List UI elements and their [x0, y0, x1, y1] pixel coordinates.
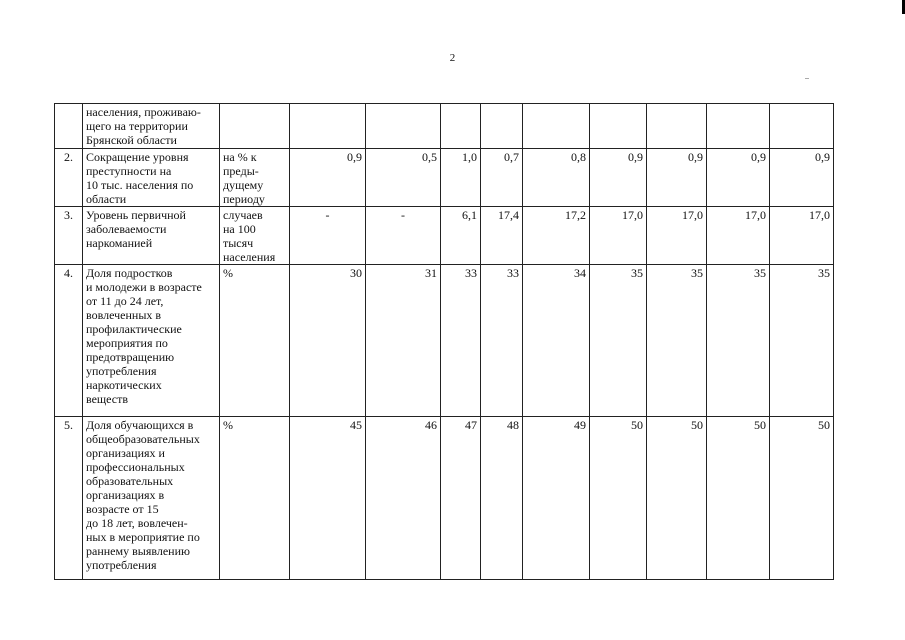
- value-cell: [366, 104, 441, 149]
- row-number-cell: 3.: [55, 207, 83, 265]
- indicator-text: Доля подростков и молодежи в возрасте от 11 до 24 лет, вовлеченных в профилактические мероприятия по предотвращению употребления наркотических веществ: [86, 266, 202, 406]
- indicator-text: Доля обучающихся в общеобразовательных организациях и профессиональных образовательных организациях в возрасте от 15 до 18 лет, вовлечен- ных в мероприятие по раннему выявлению употребления: [86, 418, 200, 572]
- value-cell: 50: [707, 417, 770, 580]
- unit-cell: [220, 207, 290, 265]
- unit-cell: [220, 417, 290, 580]
- indicator-text: населения, проживаю- щего на территории Брянской области: [86, 105, 201, 147]
- value-cell: 0,9: [647, 149, 707, 207]
- page-number: 2: [449, 52, 456, 64]
- value-cell: 17,0: [770, 207, 834, 265]
- indicator-cell: [83, 265, 220, 417]
- value-cell: [441, 104, 481, 149]
- row-number-cell: [55, 104, 83, 149]
- value-cell: 17,0: [647, 207, 707, 265]
- table-row: [55, 265, 834, 417]
- value-cell: 1,0: [441, 149, 481, 207]
- value-cell: 35: [770, 265, 834, 417]
- value-cell: [590, 104, 647, 149]
- value-cell: 0,9: [707, 149, 770, 207]
- value-cell: 49: [523, 417, 590, 580]
- table-row: [55, 104, 834, 149]
- value-cell: 0,9: [770, 149, 834, 207]
- value-cell: 35: [647, 265, 707, 417]
- value-cell: [481, 104, 523, 149]
- table-row: [55, 417, 834, 580]
- indicator-text: Уровень первичной заболеваемости наркоманией: [86, 208, 186, 250]
- value-cell: 0,5: [366, 149, 441, 207]
- value-cell: 33: [481, 265, 523, 417]
- scan-artifact: [805, 78, 809, 79]
- value-cell: 17,0: [707, 207, 770, 265]
- indicator-cell: [83, 149, 220, 207]
- unit-text: на % к преды- дущему периоду: [223, 150, 265, 206]
- value-cell: 35: [707, 265, 770, 417]
- value-cell: 0,9: [590, 149, 647, 207]
- indicator-cell: [83, 104, 220, 149]
- row-number-cell: 4.: [55, 265, 83, 417]
- row-number-cell: 2.: [55, 149, 83, 207]
- value-cell: 0,7: [481, 149, 523, 207]
- value-cell: [770, 104, 834, 149]
- value-cell: 50: [770, 417, 834, 580]
- value-cell: 30: [290, 265, 366, 417]
- value-cell: 34: [523, 265, 590, 417]
- value-cell: [707, 104, 770, 149]
- unit-text: %: [223, 266, 233, 280]
- value-cell: 31: [366, 265, 441, 417]
- unit-text: случаев на 100 тысяч населения: [223, 208, 276, 264]
- value-cell: [290, 104, 366, 149]
- value-cell: 0,9: [290, 149, 366, 207]
- value-cell: 48: [481, 417, 523, 580]
- row-number-cell: 5.: [55, 417, 83, 580]
- value-cell: -: [290, 207, 366, 265]
- unit-cell: [220, 104, 290, 149]
- table-body: [55, 104, 834, 580]
- value-cell: 46: [366, 417, 441, 580]
- value-cell: 50: [647, 417, 707, 580]
- indicator-cell: [83, 207, 220, 265]
- value-cell: 0,8: [523, 149, 590, 207]
- value-cell: [647, 104, 707, 149]
- unit-cell: [220, 149, 290, 207]
- value-cell: 17,2: [523, 207, 590, 265]
- value-cell: 47: [441, 417, 481, 580]
- value-cell: -: [366, 207, 441, 265]
- indicator-text: Сокращение уровня преступности на 10 тыс. населения по области: [86, 150, 194, 206]
- value-cell: 33: [441, 265, 481, 417]
- value-cell: [523, 104, 590, 149]
- value-cell: 17,4: [481, 207, 523, 265]
- table-row: [55, 207, 834, 265]
- table-row: [55, 149, 834, 207]
- value-cell: 35: [590, 265, 647, 417]
- value-cell: 50: [590, 417, 647, 580]
- indicator-cell: [83, 417, 220, 580]
- value-cell: 45: [290, 417, 366, 580]
- unit-cell: [220, 265, 290, 417]
- value-cell: 17,0: [590, 207, 647, 265]
- unit-text: %: [223, 418, 233, 432]
- value-cell: 6,1: [441, 207, 481, 265]
- indicators-table: [54, 103, 834, 580]
